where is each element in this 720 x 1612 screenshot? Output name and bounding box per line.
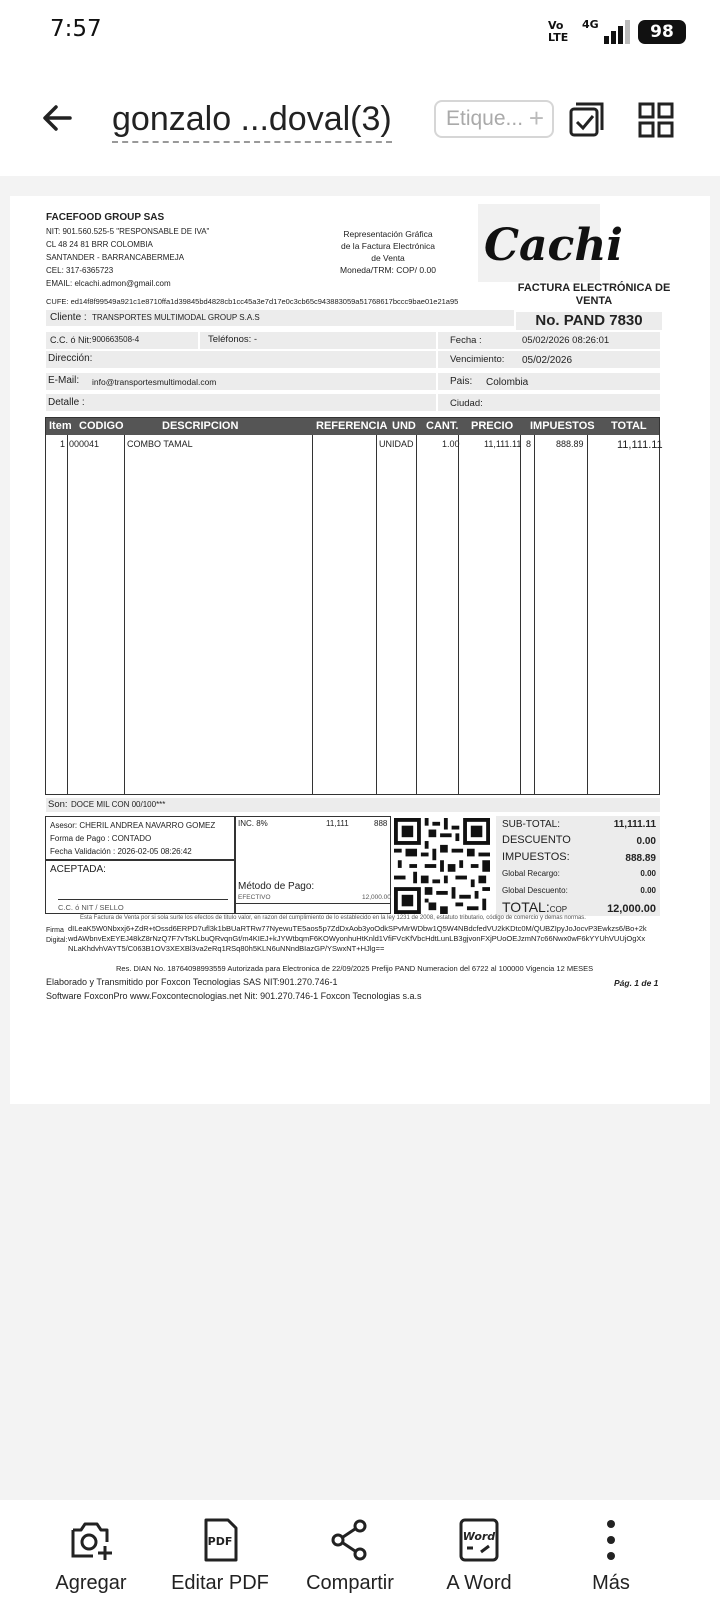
invoice-number: No. PAND 7830 — [535, 312, 643, 329]
page-number: Pág. 1 de 1 — [614, 978, 659, 988]
doc-type: FACTURA ELECTRÓNICA DE VENTA — [517, 282, 671, 307]
client-name: TRANSPORTES MULTIMODAL GROUP S.A.S — [92, 313, 260, 322]
share-button[interactable]: Compartir — [285, 1516, 415, 1595]
signal-icon — [582, 18, 630, 44]
total-label: TOTAL:COP — [502, 899, 568, 915]
volte-icon: Vo LTE — [548, 19, 569, 44]
svg-text:Cachi: Cachi — [484, 220, 624, 271]
status-time: 7:57 — [50, 16, 102, 42]
representation-text: Representación Gráfica de la Factura Electrónica de Venta Moneda/TRM: COP/ 0.00 — [340, 229, 436, 275]
items-table: Item CODIGO DESCRIPCION REFERENCIA UND CANT. PRECIO IMPUESTOS TOTAL 1 000041 COMBO TAMAL UNIDAD 1.00 11,111.11 8 888.89 11,111.11 — [45, 417, 660, 795]
company-name: FACEFOOD GROUP SAS — [46, 212, 165, 223]
status-bar — [0, 0, 720, 64]
tag-button[interactable] — [434, 100, 554, 138]
to-word-button[interactable]: Word A Word — [414, 1516, 544, 1595]
svg-text:Word: Word — [462, 1530, 496, 1543]
battery-icon: 98 — [638, 20, 686, 44]
dian-resolution: Res. DIAN No. 18764098993559 Autorizada para Electronica de 22/09/2025 Prefijo PAND Numeracion del 6722 al 100000 Vigencia 12 MESES — [116, 964, 594, 973]
more-button[interactable]: Más — [546, 1516, 676, 1595]
client-email: info@transportesmultimodal.com — [92, 377, 217, 387]
word-icon — [455, 1516, 503, 1564]
total-value: 12,000.00 — [607, 903, 656, 915]
document-title[interactable]: gonzalo ...doval(3) — [112, 100, 392, 143]
cufe: CUFE: ed14f8f99549a921c1e8710ffa1d39845bd4828cb1cc45a3e7d17e0c3cb65c943883059a51768617bccc9bae01e21a95 — [46, 297, 459, 306]
network-type: 4G — [582, 18, 599, 31]
app-bar — [0, 64, 720, 176]
svg-text:PDF: PDF — [207, 1535, 233, 1548]
amount-in-words: DOCE MIL CON 00/100*** — [71, 800, 166, 809]
qr-code-icon — [393, 818, 491, 914]
plus-icon: + — [528, 103, 544, 133]
add-photo-icon — [67, 1516, 115, 1564]
table-header: Item CODIGO DESCRIPCION REFERENCIA UND CANT. PRECIO IMPUESTOS TOTAL — [46, 418, 659, 435]
tag-placeholder: Etique... — [446, 107, 524, 130]
edit-pdf-button[interactable]: PDF Editar PDF — [155, 1516, 285, 1595]
invoice-date: 05/02/2026 08:26:01 — [522, 335, 610, 346]
share-icon — [326, 1516, 374, 1564]
accepted-box: ACEPTADA: C.C. ó NIT / SELLO — [45, 860, 235, 914]
select-checkbox-icon[interactable] — [566, 100, 606, 140]
more-vertical-icon — [587, 1516, 635, 1564]
company-info: NIT: 901.560.525-5 "RESPONSABLE DE IVA" CL 48 24 81 BRR COLOMBIA SANTANDER - BARRANCABERMEJA CEL: 317-6365723 EMAIL: elcachi.admon@gmail.com — [46, 227, 210, 288]
add-button[interactable]: Agregar — [26, 1516, 156, 1595]
cachi-logo — [478, 204, 624, 282]
client-nit: 900663508-4 — [92, 335, 140, 344]
client-country: Colombia — [486, 377, 529, 388]
bottom-toolbar — [0, 1500, 720, 1612]
tax-summary-box: INC. 8% 11,111 888 Método de Pago: EFECTIVO 12,000.00 — [235, 816, 391, 914]
advisor-box: Asesor: CHERIL ANDREA NAVARRO GOMEZ Forma de Pago : CONTADO Fecha Validación : 2026-02-05 08:26:42 — [45, 816, 235, 860]
invoice-page: FACEFOOD GROUP SAS NIT: 901.560.525-5 "RESPONSABLE DE IVA" CL 48 24 81 BRR COLOMBIA SANTANDER - BARRANCABERMEJA CEL: 317-6365723 EMAIL: elcachi.admon@gmail.com Representación Gráfica de la Factura Electrónica de Venta Moneda/TRM: COP/ 0.00 Cachi FACTURA ELECTRÓNICA DE VENTA No. PAND 7830 CUFE: ed14f8f99549a921c1e8710ffa1d39845bd4828cb1cc45a3e7d17e0c3cb65c943883059a51768617bccc9bae01e21a95 Cliente : TRANSPORTES MULTIMODAL GROUP S.A.S C.C. ó Nit: 900663508-4 Teléfonos: - Fecha : 05/02/2026 08:26:01 Dirección: Vencimiento: 05/02/2026 E-Mail: info@transportesmultimodal.com Pais: Colombia Detalle : Ciudad: Item CODIGO DESCRIPCION REFERENCIA UND CANT. PRECIO IMPUESTOS TOTAL 1 000041 COMBO TAMAL UNIDAD 1.00 11,111.11 8 888.89 11,111.11 Son: DOCE MIL CON 00/100*** Asesor: CHERIL ANDREA NAVARRO GOMEZ Forma de Pago : CONTADO Fecha Validación : 2026-02-05 08:26:42 ACEPTADA: C.C. ó NIT / SELLO INC. 8% 11,111 888 Método de Pago: EFECTIVO 12,000.00 SUB-TOTAL: 11,111.11 DESCUENTO 0.00 IMPUESTOS: 888.89 Global Recargo: 0.00 Global Descuento: 0.00 TOTAL:COP 12,000.00 Esta Factura de Venta por si sola surte los efectos de titulo valor, en razon del cumplimiento de lo establecido en la ley 1231 de 2008, estatuto tributario, código de comercio y demas normas. Firma Digital: dILeaK5W0Nbxxj6+ZdR+tOssd6ERPD7ufl3k1bBUaRTRw77NyewuTE5aos5p7ZdDxAob3yoOdkSPvMrWDbw1Q5W4NBdcfedVU2kKDtc0M/QUBZIpyJoJocvP3Ewkzs6/Bo+2k wdAWbnvExEYEJ48kZ8rNzQ7F7vTsKLbuQRvqnGt/m4KIEJ+kJYWtbqmF6KOWyonhuHtKnld1VfiFVcKfVbcHdtLunLB3gjvonFXjPUoOEJzmN7c66Nwx0wF6kYYUhVUUjOgXx NLaKhdvhVAYT5/C063B1OV3XEXBl3va2eRq1RSq80h5KLN6uNNndBIazGP/YSwxNT+HJlg== Res. DIAN No. 18764098993559 Autorizada para Electronica de 22/09/2025 Prefijo PAND Numeracion del 6722 al 100000 Vigencia 12 MESES Elaborado y Transmitido por Foxcon Tecnologias SAS NIT:901.270.746-1 Software FoxconPro www.Foxcontecnologias.net Nit: 901.270.746-1 Foxcon Tecnologias s.a.s Pág. 1 de 1 — [10, 196, 710, 1104]
due-date: 05/02/2026 — [522, 355, 573, 366]
digital-signature: dILeaK5W0Nbxxj6+ZdR+tOssd6ERPD7ufl3k1bBUaRTRw77NyewuTE5aos5p7ZdDxAob3yoOdkSPvMrWDbw1Q5W4NBdcfedVU2kKDtc0M/QUBZIpyJoJocvP3Ewkzs6/Bo+2k wdAWbnvExEYEJ48kZ8rNzQ7F7vTsKLbuQRvqnGt/m4KIEJ+kJYWtbqmF6KOWyonhuHtKnld1VfiFVcKfVbcHdtLunLB3gjvonFXjPUoOEJzmN7c66Nwx0wF6kYYUhVUUjOgXx NLaKhdvhVAYT5/C063B1OV3XEXBl3va2eRq1RSq80h5KLN6uNNndBIazGP/YSwxNT+HJlg== — [68, 924, 647, 953]
back-arrow-icon[interactable] — [38, 98, 78, 138]
pdf-icon — [196, 1516, 244, 1564]
grid-view-icon[interactable] — [636, 100, 676, 140]
